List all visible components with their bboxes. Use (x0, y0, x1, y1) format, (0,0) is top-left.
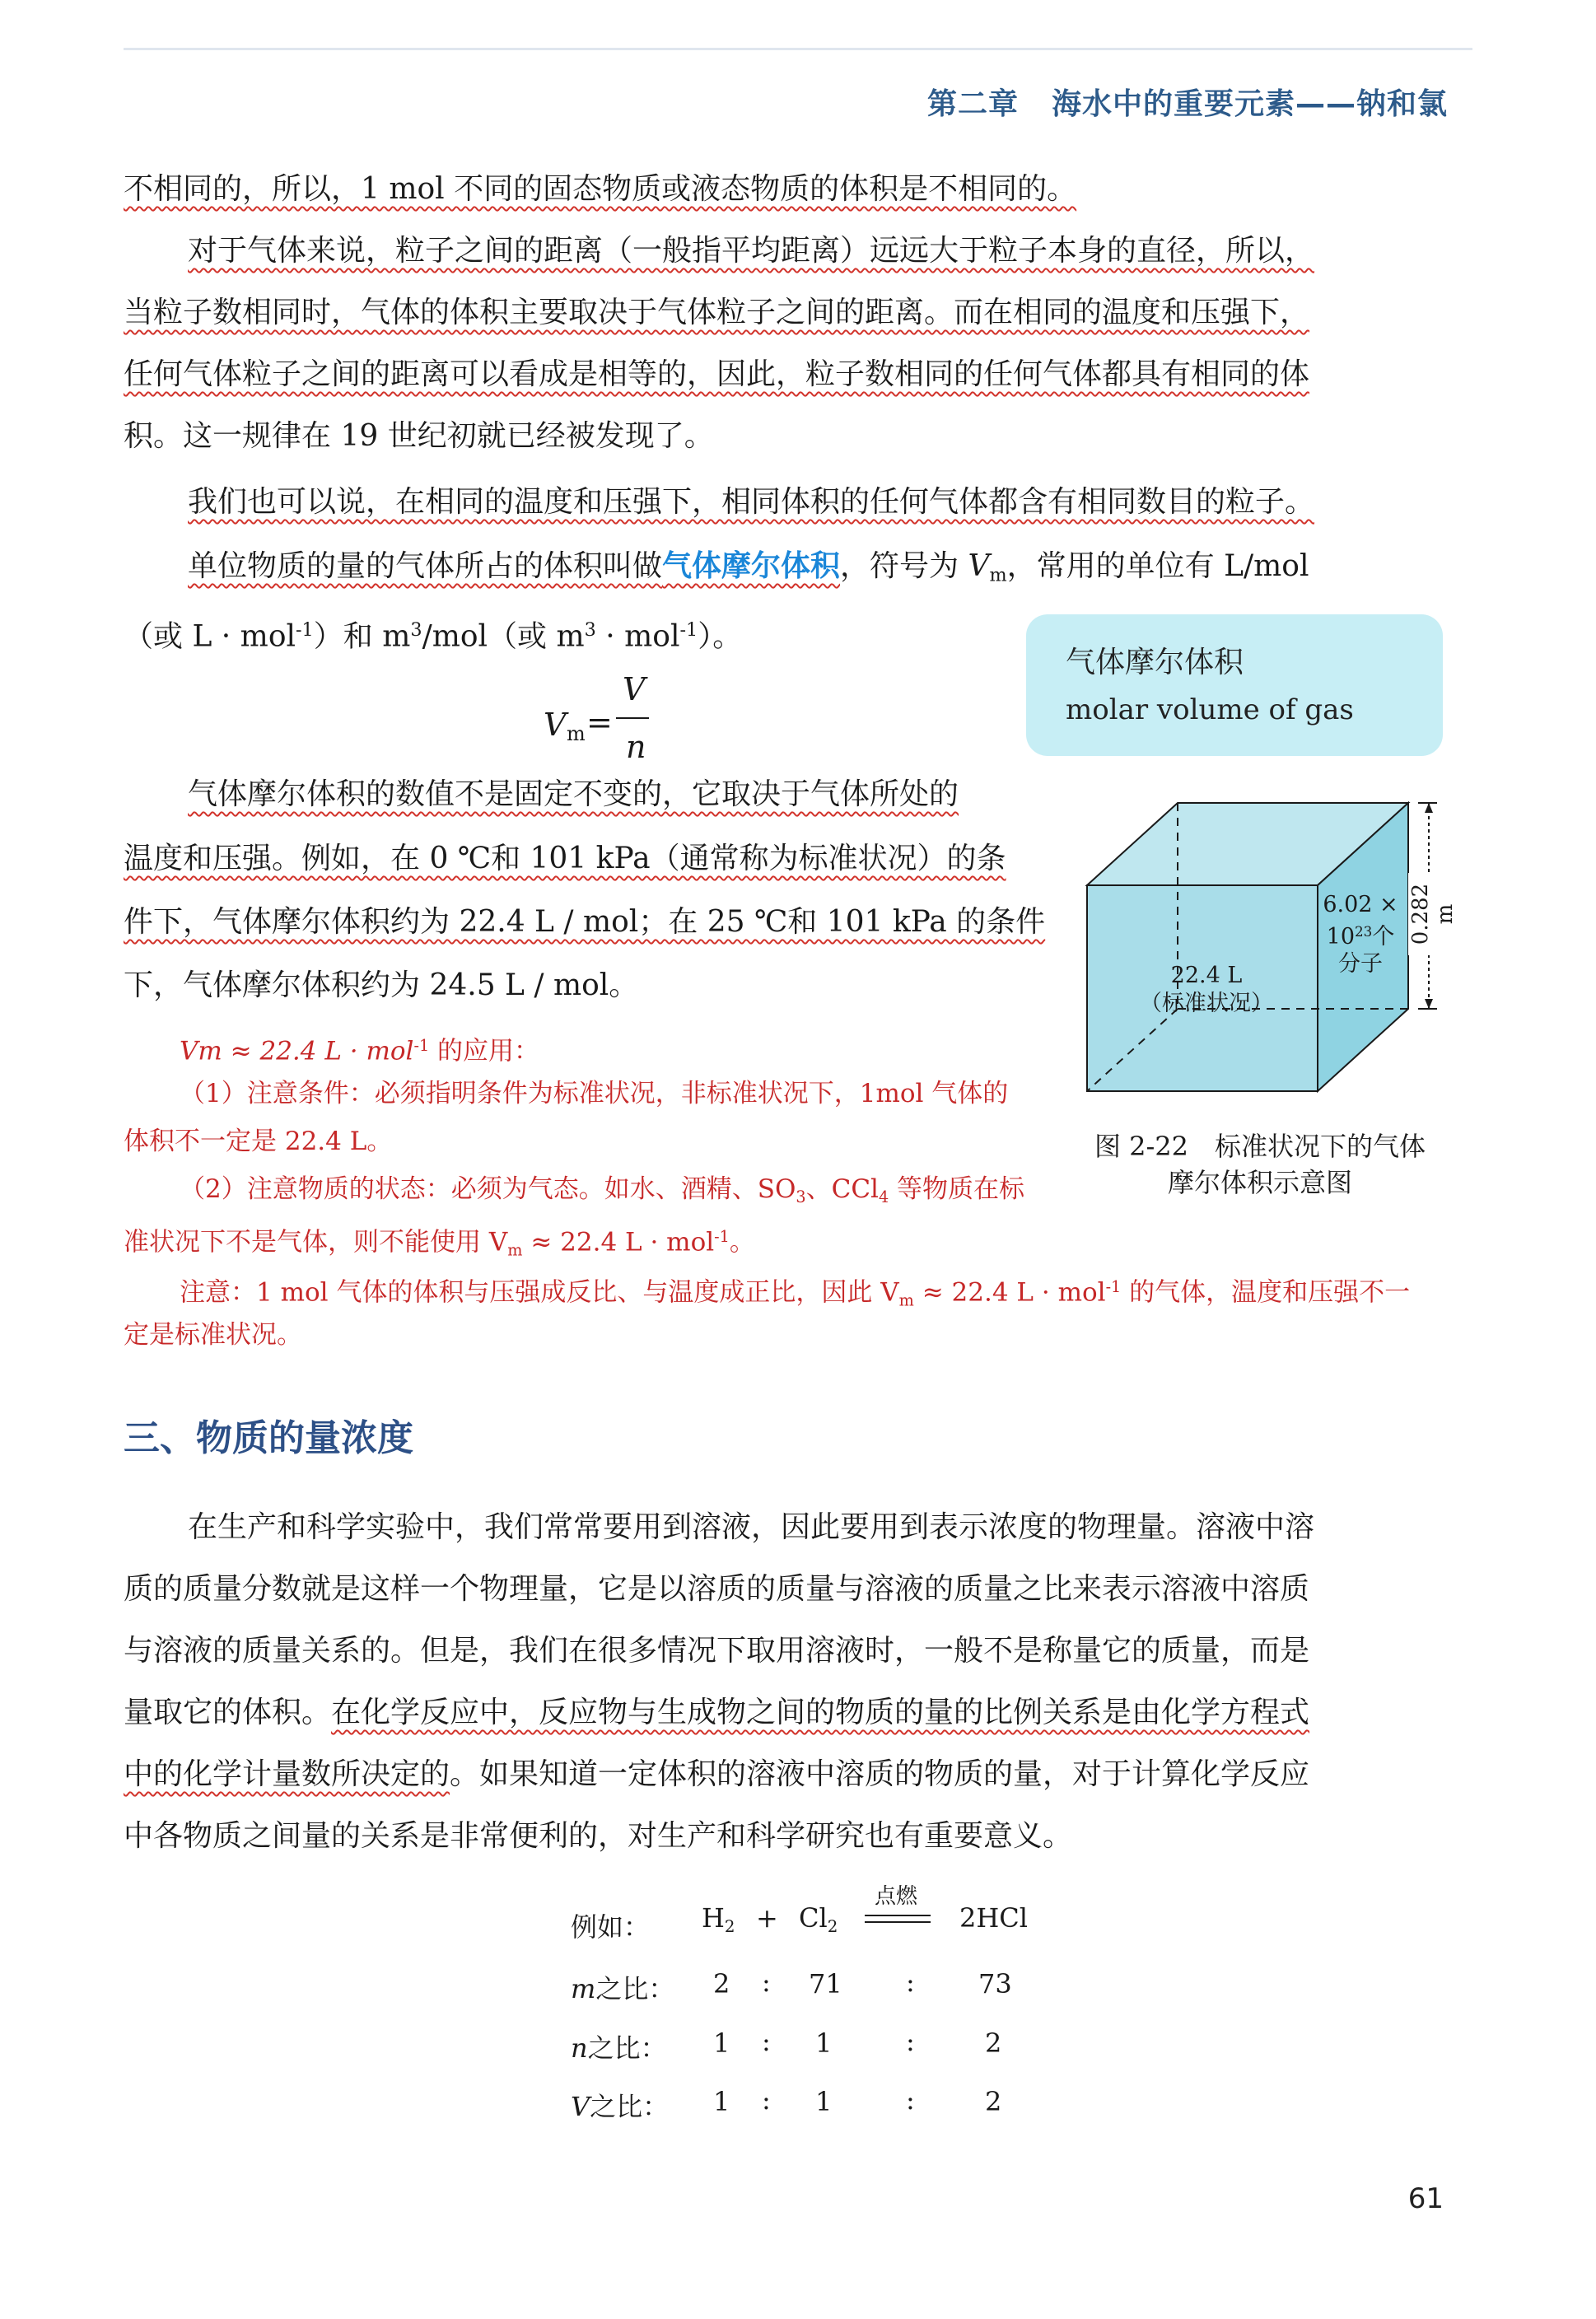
formula: V m = V n (544, 671, 659, 770)
note-line: 定是标准状况。 (124, 1320, 302, 1350)
body-line: 量取它的体积。在化学反应中，反应物与生成物之间的物质的量的比例关系是由化学方程式 (124, 1696, 1310, 1729)
key-term: 气体摩尔体积 (662, 549, 841, 583)
body-line: 与溶液的质量关系的。但是，我们在很多情况下取用溶液时，一般不是称量它的质量，而是 (124, 1634, 1310, 1668)
header-rule (124, 48, 1472, 50)
glossary-term-zh: 气体摩尔体积 (1066, 646, 1244, 679)
reaction-condition: 点燃 (875, 1884, 918, 1909)
note-line: （2）注意物质的状态：必须为气态。如水、酒精、$SO_3$、CCl$_4$ 等物质在标 (180, 1174, 1025, 1206)
body-line: 积。这一规律在 19 世纪初就已经被发现了。 (124, 419, 714, 453)
chapter-title: 海水中的重要元素——钠和氯 (1051, 87, 1448, 121)
volume-label: 22.4 L （标准状况） (1140, 963, 1273, 1016)
glossary-term-en: molar volume of gas (1066, 693, 1354, 726)
note-line: 准状况下不是气体，则不能使用 $V_m \approx 22.4$ L · mol$^{-1}$。 (124, 1227, 755, 1260)
chapter-header (927, 81, 1448, 123)
definition-line: 单位物质的量的气体所占的体积叫做气体摩尔体积，符号为 $V_m$，常用的单位有 L/mol (188, 549, 1309, 586)
body-line: 当粒子数相同时，气体的体积主要取决于气体粒子之间的距离。而在相同的温度和压强下， (124, 296, 1310, 329)
note-line: （1）注意条件：必须指明条件为标准状况，非标准状况下，1mol 气体的 (180, 1079, 1009, 1108)
body-line: 中各物质之间量的关系是非常便利的，对生产和科学研究也有重要意义。 (124, 1819, 1073, 1853)
body-line: 下，气体摩尔体积约为 24.5 L / mol。 (124, 968, 639, 1002)
body-line: 中的化学计量数所决定的。如果知道一定体积的溶液中溶质的物质的量，对于计算化学反应 (124, 1757, 1310, 1791)
equals-bar-bottom (865, 1921, 931, 1923)
note-line: 体积不一定是 22.4 L。 (124, 1127, 393, 1156)
ratio-row-label: V之比： (571, 2091, 670, 2122)
ratio-row-label: n之比： (571, 2032, 667, 2064)
fraction-bar (616, 717, 649, 719)
body-line: 气体摩尔体积的数值不是固定不变的，它取决于气体所处的 (188, 777, 959, 811)
reactant-h2: $H_2$ (702, 1902, 735, 1936)
chapter-number: 第二章 (926, 87, 1019, 121)
section-heading: 三、物质的量浓度 (124, 1417, 413, 1459)
reactant-cl2: $Cl_2$ (799, 1902, 838, 1936)
note-line: 注意：1 mol 气体的体积与压强成反比、与温度成正比，因此 $V_m \approx 22.4$ L · mol$^{-1}$ 的气体，温度和压强不一 (180, 1277, 1411, 1310)
molecule-count-label: 6.02 × $10^{23}$个 分子 (1323, 892, 1398, 978)
note-line: Vm ≈ 22.4 L · mol$^{-1}$ 的应用： (180, 1036, 540, 1066)
body-line: 在生产和科学实验中，我们常常要用到溶液，因此要用到表示浓度的物理量。溶液中溶 (188, 1510, 1315, 1544)
body-line: 不相同的，所以，1 mol 不同的固态物质或液态物质的体积是不相同的。 (124, 172, 1077, 206)
equals-bar-top (865, 1915, 931, 1916)
units-line: （或 L · mol$^{-1}$）和 $m^3/mol$（或 $m^3 \cdot mol^{-1}$）。 (124, 619, 743, 654)
edge-length-label: 0.282 m (1408, 873, 1458, 955)
ratio-row-label: m之比： (571, 1973, 675, 2004)
page-number: 61 (1407, 2182, 1444, 2215)
body-line: 件下，气体摩尔体积约为 22.4 L / mol；在 25 ℃和 101 kPa 的条件 (124, 905, 1046, 939)
body-line: 对于气体来说，粒子之间的距离（一般指平均距离）远远大于粒子本身的直径，所以， (188, 234, 1315, 268)
body-line: 质的质量分数就是这样一个物理量，它是以溶质的质量与溶液的质量之比来表示溶液中溶质 (124, 1572, 1310, 1606)
body-line: 温度和压强。例如，在 0 ℃和 101 kPa（通常称为标准状况）的条 (124, 842, 1006, 875)
body-line: 任何气体粒子之间的距离可以看成是相等的，因此，粒子数相同的任何气体都具有相同的体 (124, 357, 1310, 391)
molar-volume-cube-figure (1071, 795, 1466, 1124)
figure-caption: 图 2-22 标准状况下的气体 摩尔体积示意图 (1094, 1131, 1426, 1198)
glossary-box (1026, 614, 1443, 756)
product: 2HCl (959, 1902, 1028, 1934)
body-line: 我们也可以说，在相同的温度和压强下，相同体积的任何气体都含有相同数目的粒子。 (188, 485, 1315, 519)
